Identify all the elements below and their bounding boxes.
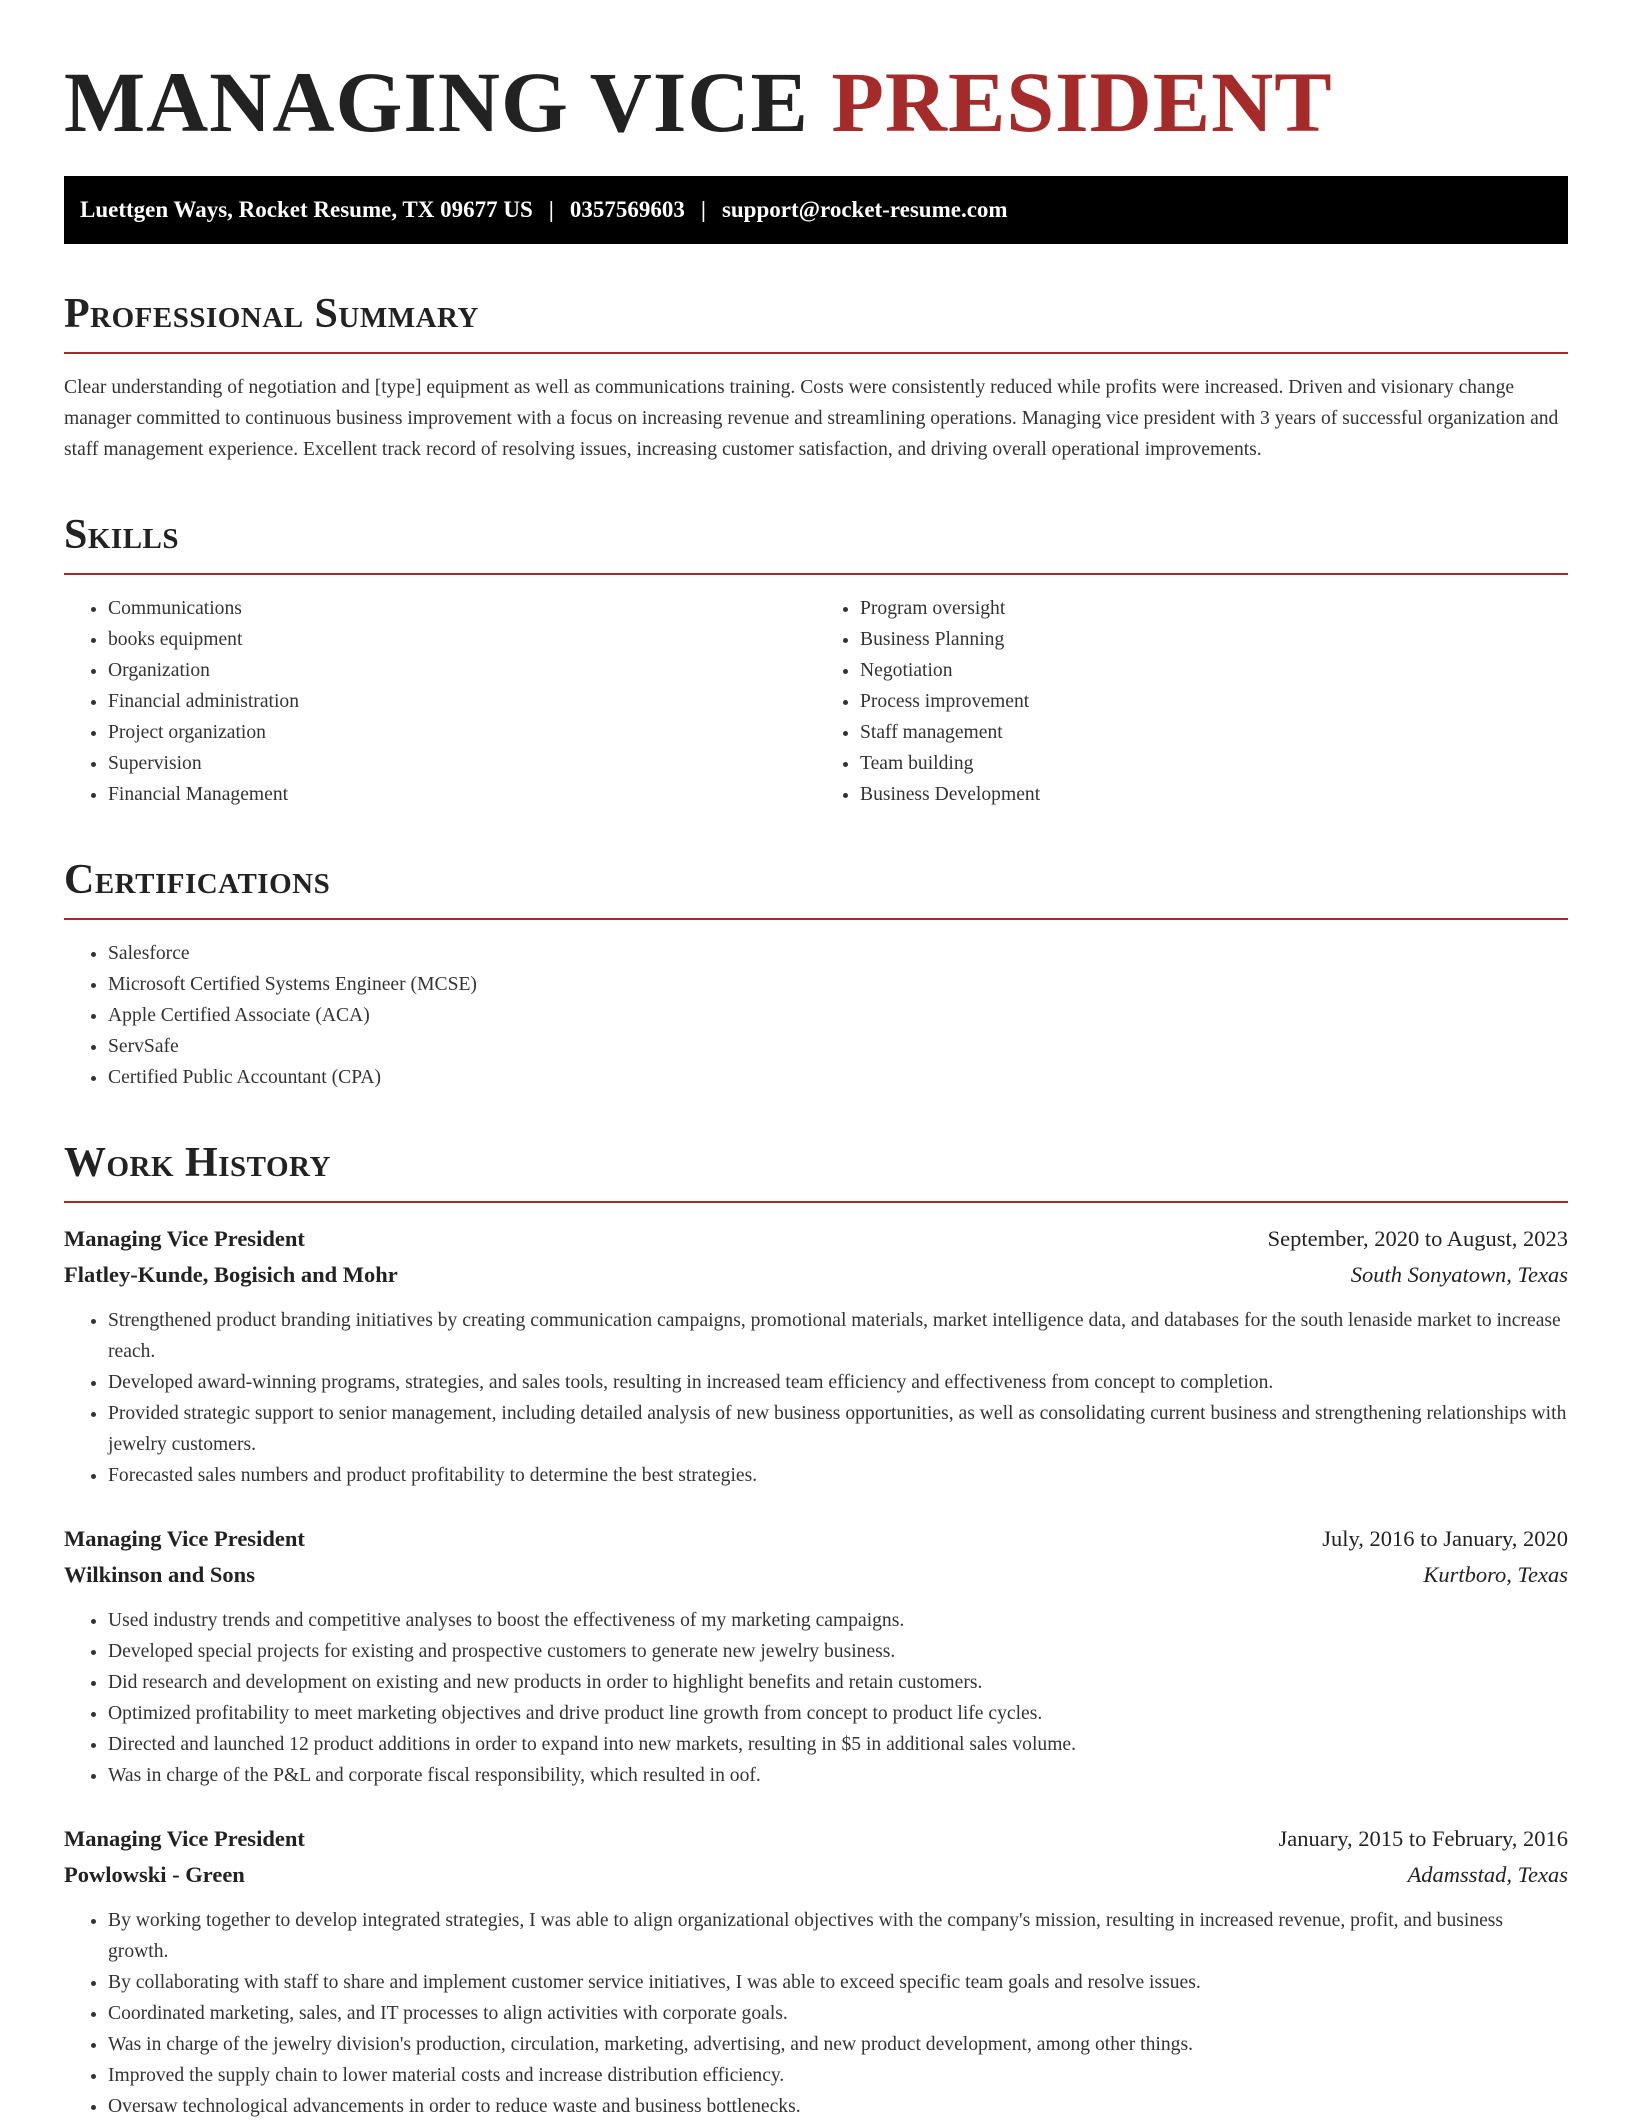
job-bullets [64,1305,1568,1491]
job-bullet: • Developed award-winning programs, strategies, and sales tools, resulting in increased team efficiency and effectiveness from concept to completion. [108,1367,1568,1398]
job-bullet: • Strengthened product branding initiatives by creating communication campaigns, promotional materials, market intelligence data, and databases for the south lenaside market to increase reach. [108,1305,1568,1367]
skill-item: • Financial Management [108,779,816,810]
section-divider [64,352,1568,354]
job-location: Adamsstad, Texas [1407,1862,1568,1887]
job-company: Wilkinson and Sons [64,1562,255,1587]
skill-item: • Communications [108,593,816,624]
job-dates: July, 2016 to January, 2020 [1322,1526,1568,1551]
job-entry [64,1821,1568,2122]
skills-section [64,511,1568,810]
job-entry [64,1521,1568,1791]
job-bullets [64,1605,1568,1791]
certifications-section [64,856,1568,1093]
job-bullet: • By collaborating with staff to share and implement customer service initiatives, I was able to exceed specific team goals and resolve issues. [108,1967,1568,1998]
summary-heading: Professional Summary [64,291,479,337]
job-bullet: • Oversaw technological advancements in order to reduce waste and business bottlenecks. [108,2091,1568,2122]
skills-list-left [64,593,816,810]
summary-text: Clear understanding of negotiation and [type] equipment as well as communications training. Costs were consistently reduced while profits were increased. Driven and visionary change manager committed to continuous business improvement with a focus on increasing revenue and streamlining operations. Managing vice president with 3 years of successful organization and staff management experience. Excellent track record of resolving issues, increasing customer satisfaction, and driving overall operational improvements. [64,377,1559,460]
work-history-section [64,1139,1568,2122]
skill-item: • Business Development [860,779,1568,810]
skills-list-right [816,593,1568,810]
job-header-row [64,1821,1568,1857]
job-location: Kurtboro, Texas [1423,1562,1568,1587]
job-dates: January, 2015 to February, 2016 [1278,1826,1568,1851]
job-company-row [64,1557,1568,1593]
skill-item: • Staff management [860,717,1568,748]
job-bullet: • Did research and development on existing and new products in order to highlight benefits and retain customers. [108,1667,1568,1698]
contact-address: Luettgen Ways, Rocket Resume, TX 09677 US [80,197,533,222]
job-bullet: • Developed special projects for existing and prospective customers to generate new jewelry business. [108,1636,1568,1667]
certifications-list [64,938,1568,1093]
job-bullet: • Provided strategic support to senior management, including detailed analysis of new business opportunities, as well as consolidating current business and strengthening relationships with jewelry customers. [108,1398,1568,1460]
contact-phone: 0357569603 [569,197,685,222]
section-divider [64,918,1568,920]
section-divider [64,573,1568,575]
job-bullet: • Directed and launched 12 product additions in order to expand into new markets, resulting in $5 in additional sales volume. [108,1729,1568,1760]
section-divider [64,1201,1568,1203]
skill-item: • Project organization [108,717,816,748]
job-company: Powlowski - Green [64,1862,245,1887]
skills-heading: Skills [64,512,180,558]
skills-grid [64,593,1568,810]
title-main: MANAGING VICE [64,54,809,150]
skill-item: • Team building [860,748,1568,779]
skill-item: • Business Planning [860,624,1568,655]
skill-item: • Supervision [108,748,816,779]
job-title: Managing Vice President [64,1526,305,1551]
certification-item: • Apple Certified Associate (ACA) [108,1000,1568,1031]
skill-item: • Process improvement [860,686,1568,717]
certifications-heading: Certifications [64,857,331,903]
certification-item: • Certified Public Accountant (CPA) [108,1062,1568,1093]
certification-item: • ServSafe [108,1031,1568,1062]
title-accent: PRESIDENT [831,54,1333,150]
resume-title [64,56,1568,148]
job-title: Managing Vice President [64,1226,305,1251]
contact-separator: | [700,197,706,222]
job-company: Flatley-Kunde, Bogisich and Mohr [64,1262,398,1287]
certification-item: • Microsoft Certified Systems Engineer (MCSE) [108,969,1568,1000]
job-bullet: • Forecasted sales numbers and product profitability to determine the best strategies. [108,1460,1568,1491]
skill-item: • Negotiation [860,655,1568,686]
contact-separator: | [548,197,554,222]
job-header-row [64,1521,1568,1557]
skill-item: • books equipment [108,624,816,655]
job-bullet: • Was in charge of the P&L and corporate fiscal responsibility, which resulted in oof. [108,1760,1568,1791]
skill-item: • Program oversight [860,593,1568,624]
job-bullet: • Coordinated marketing, sales, and IT processes to align activities with corporate goals. [108,1998,1568,2029]
work-history-heading: Work History [64,1140,331,1186]
job-bullet: • By working together to develop integrated strategies, I was able to align organizational objectives with the company's mission, resulting in increased revenue, profit, and business growth. [108,1905,1568,1967]
skill-item: • Organization [108,655,816,686]
contact-bar [64,176,1568,244]
job-company-row [64,1257,1568,1293]
job-bullet: • Optimized profitability to meet marketing objectives and drive product line growth from concept to product life cycles. [108,1698,1568,1729]
job-header-row [64,1221,1568,1257]
job-company-row [64,1857,1568,1893]
job-entry [64,1221,1568,1491]
skill-item: • Financial administration [108,686,816,717]
job-title: Managing Vice President [64,1826,305,1851]
job-location: South Sonyatown, Texas [1350,1262,1568,1287]
job-dates: September, 2020 to August, 2023 [1267,1226,1568,1251]
contact-email: support@rocket-resume.com [721,197,1008,222]
job-bullet: • Improved the supply chain to lower material costs and increase distribution efficiency. [108,2060,1568,2091]
certification-item: • Salesforce [108,938,1568,969]
job-bullet: • Used industry trends and competitive analyses to boost the effectiveness of my marketing campaigns. [108,1605,1568,1636]
job-bullet: • Was in charge of the jewelry division's production, circulation, marketing, advertising, and new product development, among other things. [108,2029,1568,2060]
summary-section [64,290,1568,465]
job-bullets [64,1905,1568,2122]
